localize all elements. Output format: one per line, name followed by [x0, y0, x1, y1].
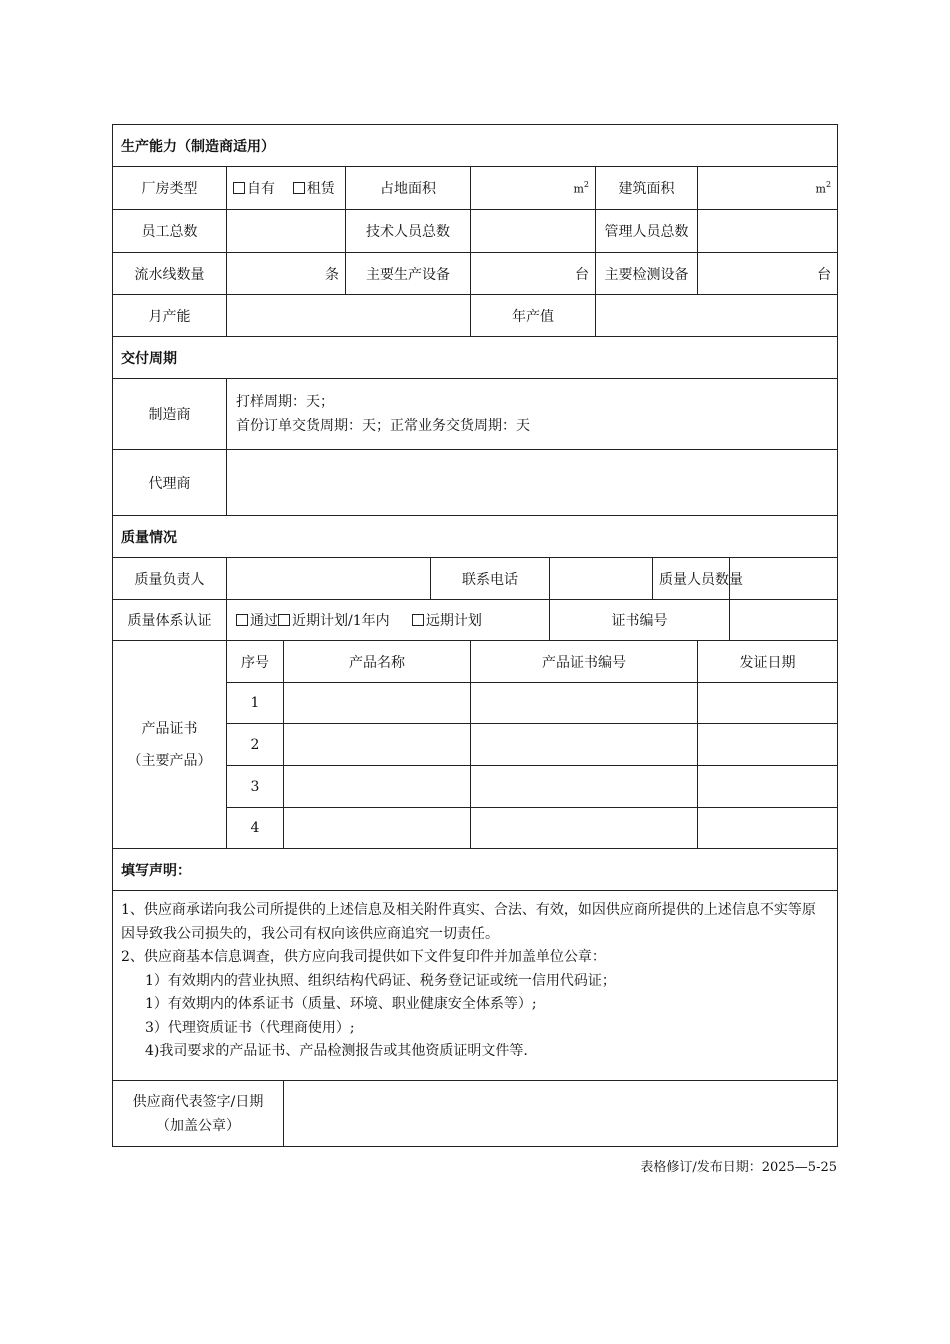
col-header-product-name: 产品名称: [284, 641, 471, 683]
order-cycle-line: 首份订单交货周期：天；正常业务交货周期：天: [236, 418, 530, 434]
lines-label: 流水线数量: [113, 253, 227, 295]
monthly-capacity-field[interactable]: [227, 295, 471, 337]
passed-option-label: 通过: [250, 613, 278, 629]
cert-no-label: 证书编号: [550, 600, 730, 641]
tech-staff-label: 技术人员总数: [346, 210, 471, 253]
checkbox-icon: [412, 614, 424, 626]
issue-date-cell[interactable]: [698, 683, 838, 724]
signature-field[interactable]: [284, 1081, 838, 1147]
cert-no-field[interactable]: [730, 600, 838, 641]
agent-cycle-field[interactable]: [227, 450, 838, 516]
row-seq: 3: [227, 766, 284, 808]
issue-date-cell[interactable]: [698, 808, 838, 849]
near-plan-option-label: 近期计划/1年内: [292, 613, 390, 629]
main-test-equipment-label: 主要检测设备: [596, 253, 698, 295]
checkbox-icon: [278, 614, 290, 626]
checkbox-icon: [233, 182, 245, 194]
cert-no-cell[interactable]: [471, 724, 698, 766]
issue-date-cell[interactable]: [698, 724, 838, 766]
quality-section-title: 质量情况: [113, 516, 838, 558]
land-area-field[interactable]: [471, 167, 596, 210]
own-option-label: 自有: [247, 181, 275, 197]
product-cert-label-line1: 产品证书: [141, 720, 198, 737]
col-header-seq: 序号: [227, 641, 284, 683]
passed-checkbox[interactable]: [236, 613, 278, 629]
own-checkbox[interactable]: [233, 181, 275, 197]
row-seq: 1: [227, 683, 284, 724]
checkbox-icon: [293, 182, 305, 194]
agent-label: 代理商: [113, 450, 227, 516]
building-area-field[interactable]: [698, 167, 838, 210]
row-seq: 4: [227, 808, 284, 849]
system-cert-options: [227, 600, 550, 641]
qa-count-label: 质量人员数量: [653, 558, 730, 600]
delivery-section-title: 交付周期: [113, 337, 838, 379]
product-name-cell[interactable]: [284, 808, 471, 849]
product-cert-label-line2: （主要产品）: [127, 752, 212, 769]
supplier-form: [112, 124, 837, 1147]
declaration-line: 1、供应商承诺向我公司所提供的上述信息及相关附件真实、合法、有效，如因供应商所提供的上述信息不实等原因导致我公司损失的，我公司有权向该供应商追究一切责任。: [121, 902, 816, 942]
cert-no-cell[interactable]: [471, 683, 698, 724]
plant-type-options: [227, 167, 346, 210]
far-plan-option-label: 远期计划: [425, 613, 482, 629]
main-test-equipment-field[interactable]: [698, 253, 838, 295]
manufacturer-label: 制造商: [113, 379, 227, 450]
main-equipment-field[interactable]: [471, 253, 596, 295]
area-unit: m: [573, 182, 584, 196]
declaration-line: 1）有效期内的体系证书（质量、环境、职业健康安全体系等）;: [145, 996, 537, 1012]
area-unit-sup: 2: [825, 179, 832, 189]
annual-output-label: 年产值: [471, 295, 596, 337]
revision-date: 表格修订/发布日期：2025—5-25: [640, 1160, 837, 1175]
near-plan-checkbox[interactable]: [278, 613, 390, 629]
declaration-line: 4)我司要求的产品证书、产品检测报告或其他资质证明文件等.: [145, 1043, 528, 1059]
issue-date-cell[interactable]: [698, 766, 838, 808]
qa-count-field[interactable]: [730, 558, 838, 600]
main-equipment-label: 主要生产设备: [346, 253, 471, 295]
product-name-cell[interactable]: [284, 683, 471, 724]
staff-total-label: 员工总数: [113, 210, 227, 253]
phone-label: 联系电话: [431, 558, 550, 600]
staff-total-field[interactable]: [227, 210, 346, 253]
building-area-label: 建筑面积: [596, 167, 698, 210]
product-cert-label: [113, 641, 227, 849]
declaration-line: 1）有效期内的营业执照、组织结构代码证、税务登记证或统一信用代码证；: [145, 972, 616, 989]
equipment-unit: 台: [817, 266, 832, 283]
quality-manager-label: 质量负责人: [113, 558, 227, 600]
manufacturer-cycle-field[interactable]: [227, 379, 838, 450]
product-name-cell[interactable]: [284, 766, 471, 808]
production-section-title: 生产能力（制造商适用）: [113, 125, 838, 167]
equipment-unit: 台: [575, 266, 589, 283]
signature-label-line1: 供应商代表签字/日期: [132, 1093, 264, 1110]
lines-unit: 条: [325, 266, 339, 283]
mgmt-staff-field[interactable]: [698, 210, 838, 253]
quality-manager-field[interactable]: [227, 558, 431, 600]
checkbox-icon: [236, 614, 248, 626]
lines-field[interactable]: [227, 253, 346, 295]
declaration-line: 3）代理资质证书（代理商使用）;: [145, 1019, 355, 1036]
form-table: [112, 124, 838, 1147]
sample-cycle-line: 打样周期：天；: [236, 394, 334, 410]
cert-no-cell[interactable]: [471, 766, 698, 808]
signature-label-line2: （加盖公章）: [156, 1117, 240, 1134]
declaration-section-title: 填写声明：: [113, 849, 838, 891]
tech-staff-field[interactable]: [471, 210, 596, 253]
plant-type-label: 厂房类型: [113, 167, 227, 210]
signature-label: [113, 1081, 284, 1147]
col-header-issue-date: 发证日期: [698, 641, 838, 683]
rent-option-label: 租赁: [306, 181, 335, 197]
col-header-cert-no: 产品证书编号: [471, 641, 698, 683]
declaration-line: 2、供应商基本信息调查，供方应向我司提供如下文件复印件并加盖单位公章：: [121, 949, 606, 965]
mgmt-staff-label: 管理人员总数: [596, 210, 698, 253]
row-seq: 2: [227, 724, 284, 766]
rent-checkbox[interactable]: [293, 181, 335, 197]
far-plan-checkbox[interactable]: [412, 613, 482, 629]
monthly-capacity-label: 月产能: [113, 295, 227, 337]
phone-field[interactable]: [550, 558, 653, 600]
product-name-cell[interactable]: [284, 724, 471, 766]
area-unit-sup: 2: [583, 179, 589, 189]
cert-no-cell[interactable]: [471, 808, 698, 849]
system-cert-label: 质量体系认证: [113, 600, 227, 641]
area-unit: m: [815, 182, 826, 196]
annual-output-field[interactable]: [596, 295, 838, 337]
declaration-text: [113, 891, 838, 1081]
land-area-label: 占地面积: [346, 167, 471, 210]
